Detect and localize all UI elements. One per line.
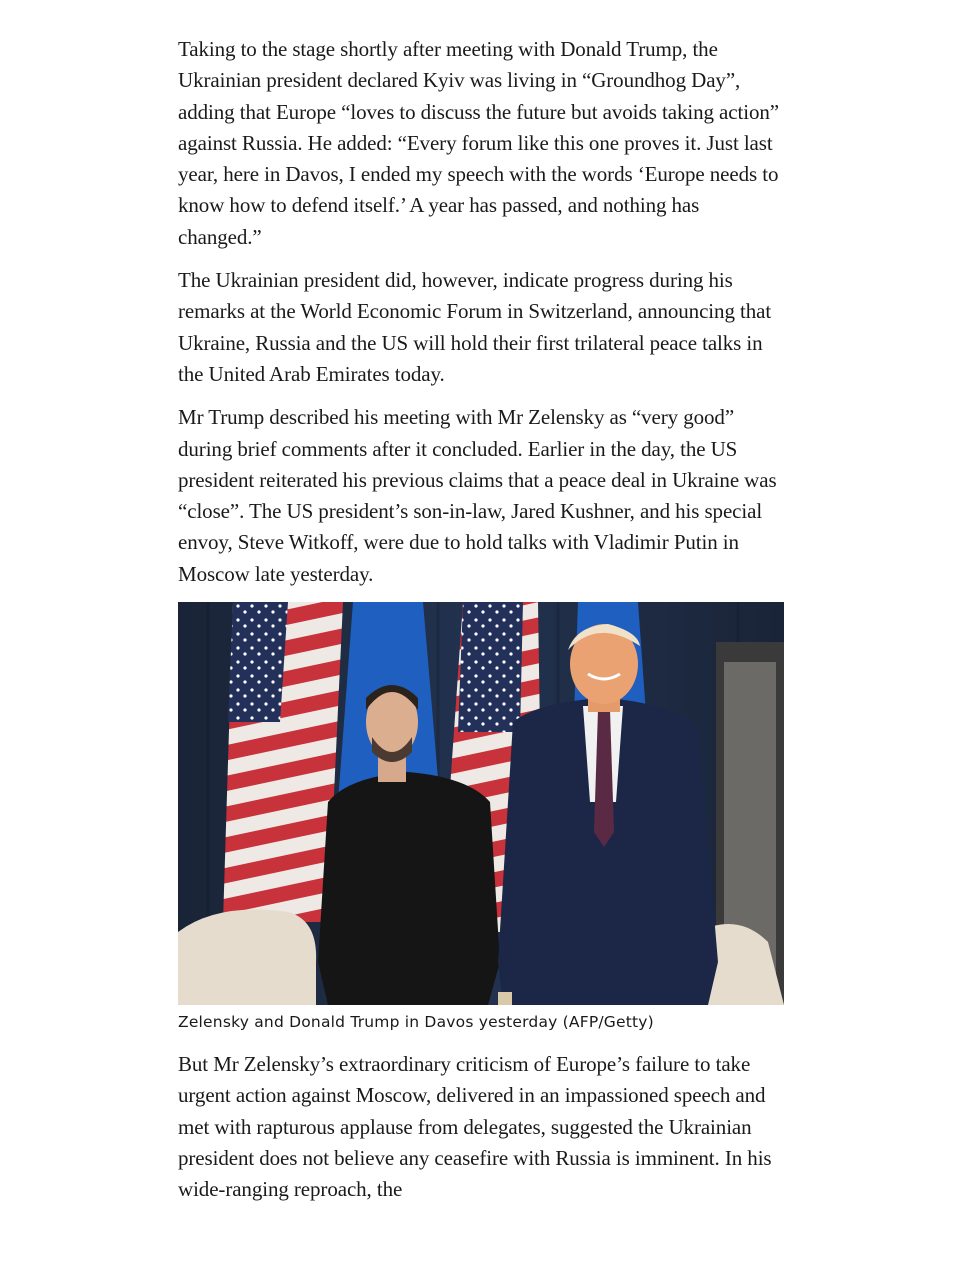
article-paragraph: Mr Trump described his meeting with Mr Zelensky as “very good” during brief comments after it concluded. Earlier in the day, the US president reiterated his previous claims that a peace deal in Ukraine was “close”. The US president’s son-in-law, Jared Kushner, and his special envoy, Steve Witkoff, were due to hold talks with Vladimir Putin in Moscow late yesterday. bbox=[178, 405, 777, 586]
article-body bbox=[178, 34, 784, 1218]
article-paragraph: Taking to the stage shortly after meeting with Donald Trump, the Ukrainian president declared Kyiv was living in “Groundhog Day”, adding that Europe “loves to discuss the future but avoids taking action” against Russia. He added: “Every forum like this one proves it. Just last year, here in Davos, I ended my speech with the words ‘Europe needs to know how to defend itself.’ A year has passed, and nothing has changed.” bbox=[178, 37, 779, 249]
article-paragraph: The Ukrainian president did, however, indicate progress during his remarks at the World Economic Forum in Switzerland, announcing that Ukraine, Russia and the US will hold their first trilateral peace talks in the United Arab Emirates today. bbox=[178, 268, 772, 386]
figure-caption: Zelensky and Donald Trump in Davos yesterday (AFP/Getty) bbox=[178, 1013, 654, 1032]
article-photo[interactable] bbox=[178, 602, 784, 1005]
article-paragraph: But Mr Zelensky’s extraordinary criticism of Europe’s failure to take urgent action against Moscow, delivered in an impassioned speech and met with rapturous applause from delegates, suggested the Ukrainian president does not believe any ceasefire with Russia is imminent. In his wide-ranging reproach, the bbox=[178, 1052, 772, 1202]
article-figure bbox=[178, 602, 784, 1031]
